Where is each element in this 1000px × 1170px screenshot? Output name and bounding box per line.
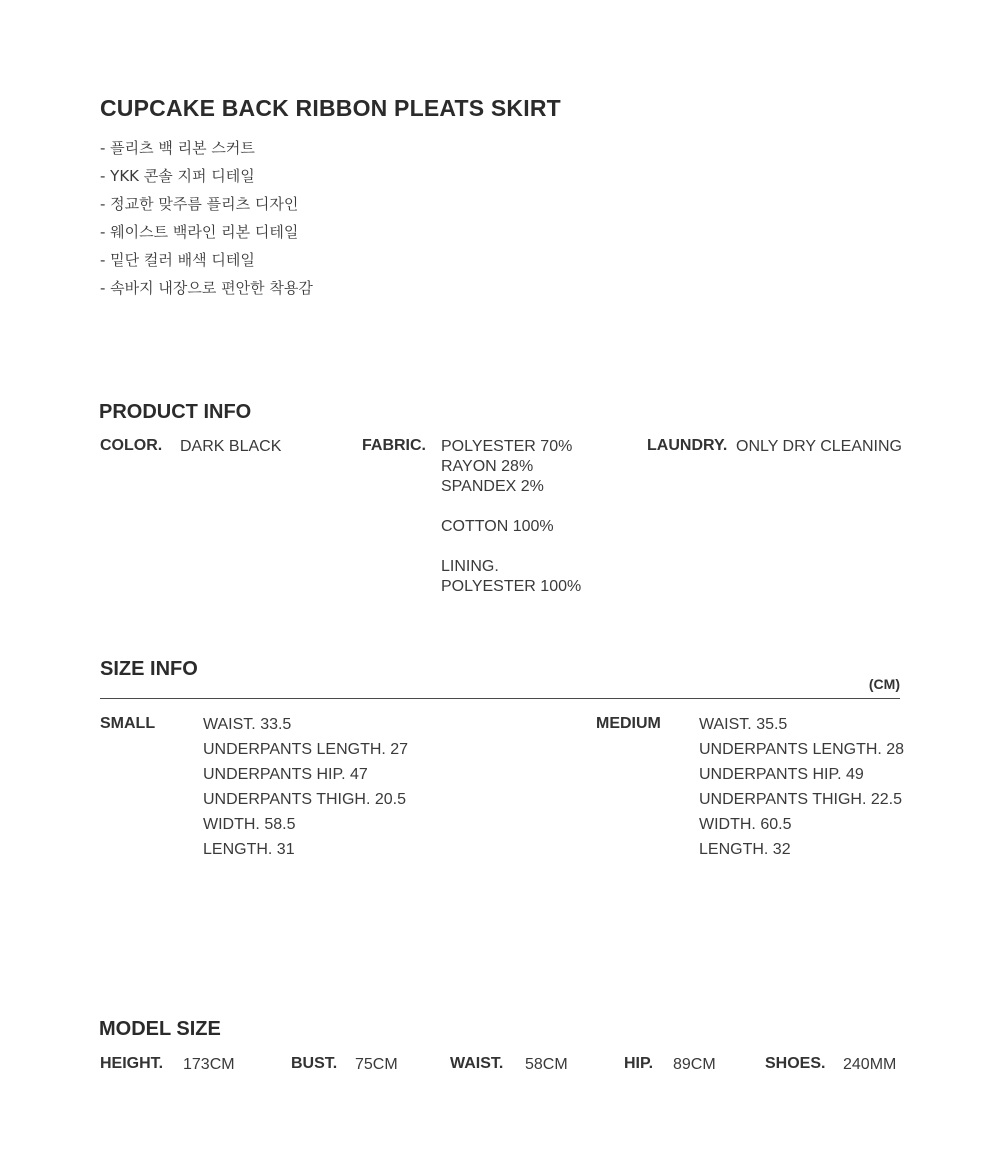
fabric-line-spacer xyxy=(441,497,581,517)
model-shoes-value: 240MM xyxy=(843,1056,897,1073)
fabric-line-spacer xyxy=(441,537,581,557)
feature-item: - 밑단 컬러 배색 디테일 xyxy=(100,251,255,269)
measurement-item: WAIST. 35.5 xyxy=(699,716,788,733)
model-shoes-label: SHOES. xyxy=(765,1055,826,1072)
feature-list xyxy=(100,134,313,302)
model-size-heading: MODEL SIZE xyxy=(99,1018,221,1040)
measurement-item: UNDERPANTS HIP. 47 xyxy=(203,766,368,783)
measurement-item: UNDERPANTS LENGTH. 27 xyxy=(203,741,409,758)
laundry-value: ONLY DRY CLEANING xyxy=(736,438,902,455)
model-waist-value: 58CM xyxy=(525,1056,568,1073)
measurement-item: UNDERPANTS HIP. 49 xyxy=(699,766,864,783)
model-height-label: HEIGHT. xyxy=(100,1055,164,1072)
measurement-item: LENGTH. 31 xyxy=(203,841,295,858)
measurement-item: WAIST. 33.5 xyxy=(203,716,292,733)
model-bust-value: 75CM xyxy=(355,1056,398,1073)
fabric-line: COTTON 100% xyxy=(441,518,554,535)
measurement-item: UNDERPANTS THIGH. 20.5 xyxy=(203,791,407,808)
model-height-value: 173CM xyxy=(183,1056,235,1073)
laundry-label: LAUNDRY. xyxy=(647,437,728,454)
feature-item: - 속바지 내장으로 편안한 착용감 xyxy=(100,279,313,297)
model-hip-label: HIP. xyxy=(624,1055,654,1072)
measurement-item: UNDERPANTS THIGH. 22.5 xyxy=(699,791,903,808)
color-value: DARK BLACK xyxy=(180,438,282,455)
size-measurements-medium xyxy=(699,712,904,862)
feature-item: - 플리츠 백 리본 스커트 xyxy=(100,139,255,157)
fabric-line: LINING. xyxy=(441,558,499,575)
feature-item: - YKK 콘솔 지퍼 디테일 xyxy=(100,167,255,185)
fabric-line: RAYON 28% xyxy=(441,458,534,475)
model-waist-label: WAIST. xyxy=(450,1055,504,1072)
size-divider xyxy=(100,698,900,699)
model-hip-value: 89CM xyxy=(673,1056,716,1073)
fabric-line: POLYESTER 100% xyxy=(441,578,582,595)
fabric-label: FABRIC. xyxy=(362,437,426,454)
size-name-medium: MEDIUM xyxy=(596,715,661,732)
measurement-item: WIDTH. 60.5 xyxy=(699,816,792,833)
feature-item: - 웨이스트 백라인 리본 디테일 xyxy=(100,223,299,241)
product-title: CUPCAKE BACK RIBBON PLEATS SKIRT xyxy=(100,95,561,121)
size-measurements-small xyxy=(203,712,408,862)
measurement-item: UNDERPANTS LENGTH. 28 xyxy=(699,741,905,758)
fabric-line: SPANDEX 2% xyxy=(441,478,544,495)
measurement-item: LENGTH. 32 xyxy=(699,841,791,858)
feature-item: - 정교한 맞주름 플리츠 디자인 xyxy=(100,195,299,213)
measurement-item: WIDTH. 58.5 xyxy=(203,816,296,833)
model-bust-label: BUST. xyxy=(291,1055,338,1072)
color-label: COLOR. xyxy=(100,437,163,454)
unit-label: (CM) xyxy=(868,676,900,692)
product-info-heading: PRODUCT INFO xyxy=(99,401,252,423)
size-info-heading: SIZE INFO xyxy=(100,658,198,680)
fabric-line: POLYESTER 70% xyxy=(441,438,573,455)
fabric-composition xyxy=(441,437,581,597)
size-name-small: SMALL xyxy=(100,715,156,732)
